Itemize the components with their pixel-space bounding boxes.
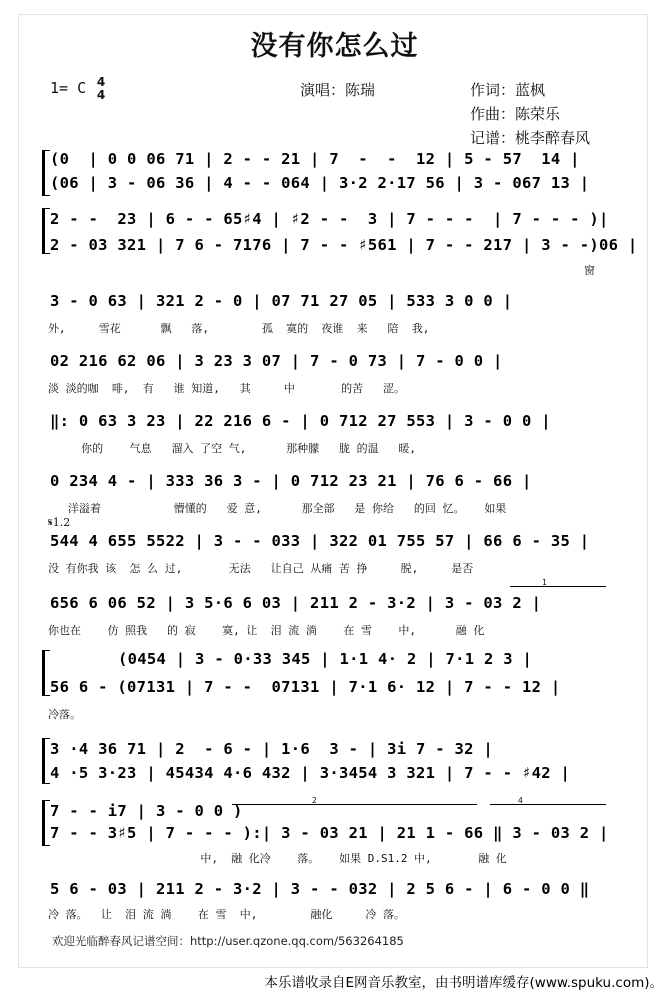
system-brace: [42, 800, 50, 846]
lyricist-credit: 作词：蓝枫: [470, 81, 546, 99]
notation-line: 2 - - 23 | 6 - - 65♯4 | ♯2 - - 3 | 7 - - - | 7 - - - )|: [50, 210, 609, 228]
notation-line: 4 ·5 3·23 | 45434 4·6 432 | 3·3454 3 321 | 7 - - ♯42 |: [50, 764, 571, 782]
lyric-line: 外, 雪花 飘 落, 孤 寞的 夜谁 来 陪 我,: [48, 322, 430, 335]
notation-line: (06 | 3 - 06 36 | 4 - - 064 | 3·2 2·17 56 | 3 - 067 13 |: [50, 174, 590, 192]
notation-line: 3 ·4 36 71 | 2 - 6 - | 1·6 3 - | 3i 7 - 32 |: [50, 740, 494, 758]
time-signature-top: 4: [96, 75, 106, 89]
volta-number: 2: [312, 796, 317, 805]
lyric-line: 你也在 仿 照我 的 寂 寞, 让 泪 流 淌 在 雪 中, 融 化: [48, 624, 485, 637]
footer-link-text: 欢迎光临醉春风记谱空间：http://user.qzone.qq.com/563264185: [52, 934, 404, 948]
composer-credit: 作曲：陈荣乐: [470, 105, 561, 123]
source-credit: 本乐谱收录自E网音乐教室，由书明谱库缓存(www.spuku.com)。: [264, 975, 663, 991]
notation-line: ‖: 0 63 3 23 | 22 216 6 - | 0 712 27 553 | 3 - 0 0 |: [50, 412, 551, 430]
volta-bracket: [490, 796, 606, 813]
lyric-line: 淡 淡的咖 啡, 有 谁 知道, 其 中 的苦 涩。: [48, 382, 406, 395]
key-signature: 1= C: [50, 79, 87, 97]
notation-line: 56 6 - (07131 | 7 - - 07131 | 7·1 6· 12 | 7 - - 12 |: [50, 678, 561, 696]
lyric-line: 没 有你我 该 怎 么 过, 无法 让自己 从痛 苦 挣 脱, 是否: [48, 562, 474, 575]
notation-line: 0 234 4 - | 333 36 3 - | 0 712 23 21 | 76 6 - 66 |: [50, 472, 532, 490]
lyric-line: 窗: [584, 264, 595, 277]
notation-line: 7 - - i7 | 3 - 0 0 ): [50, 802, 243, 820]
notation-line: (0454 | 3 - 0·33 345 | 1·1 4· 2 | 7·1 2 3 |: [118, 650, 533, 668]
notation-line: 5 6 - 03 | 211 2 - 3·2 | 3 - - 032 | 2 5 6 - | 6 - 0 0 ‖: [50, 880, 590, 898]
lyric-line: 中, 融 化冷 落。 如果 D.S1.2 中, 融 化: [48, 852, 507, 865]
singer-credit: 演唱：陈瑞: [300, 81, 376, 99]
notation-line: 7 - - 3♯5 | 7 - - - ):| 3 - 03 21 | 21 1 - 66 ‖ 3 - 03 2 |: [50, 824, 609, 842]
lyric-line: 冷落。: [48, 708, 81, 721]
segno-mark: 𝄋1.2: [48, 516, 71, 529]
volta-number: 4: [518, 796, 523, 805]
lyric-line: 你的 气息 溜入 了空 气, 那种朦 胧 的温 暖,: [48, 442, 417, 455]
time-signature-bottom: 4: [96, 88, 106, 102]
system-brace: [42, 150, 50, 196]
volta-bracket: [232, 796, 477, 813]
page-title: 没有你怎么过: [250, 31, 419, 62]
lyric-line: 洋溢着 懵懂的 爱 意, 那全部 是 你给 的回 忆。 如果: [48, 502, 507, 515]
notation-line: 3 - 0 63 | 321 2 - 0 | 07 71 27 05 | 533 3 0 0 |: [50, 292, 513, 310]
lyric-line: 冷 落。 让 泪 流 淌 在 雪 中, 融化 冷 落。: [48, 908, 406, 921]
system-brace: [42, 208, 50, 254]
system-brace: [42, 650, 50, 696]
notation-line: 02 216 62 06 | 3 23 3 07 | 7 - 0 73 | 7 - 0 0 |: [50, 352, 503, 370]
transcriber-credit: 记谱：桃李醉春风: [470, 129, 591, 147]
notation-line: 2 - 03 321 | 7 6 - 7176 | 7 - - ♯561 | 7 - - 217 | 3 - -)06 |: [50, 236, 638, 254]
notation-line: 656 6 06 52 | 3 5·6 6 03 | 211 2 - 3·2 | 3 - 03 2 |: [50, 594, 542, 612]
system-brace: [42, 738, 50, 784]
notation-line: (0 | 0 0 06 71 | 2 - - 21 | 7 - - 12 | 5 - 57 14 |: [50, 150, 580, 168]
notation-line: 544 4 655 5522 | 3 - - 033 | 322 01 755 57 | 66 6 - 35 |: [50, 532, 590, 550]
volta-number: 1: [542, 578, 547, 587]
